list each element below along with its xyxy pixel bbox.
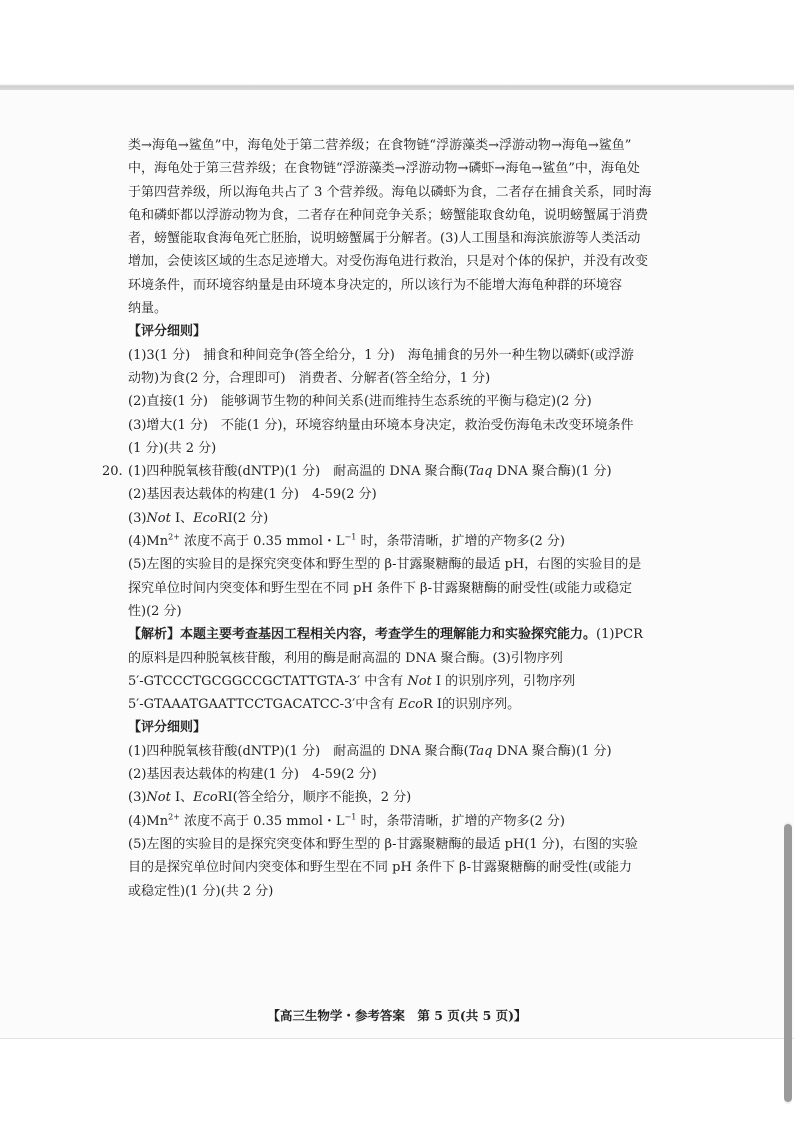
answer-content	[102, 134, 693, 903]
text-line: 龟和磷虾都以浮游动物为食，二者存在种间竞争关系；螃蟹能取食幼龟，说明螃蟹属于消费	[128, 207, 649, 223]
scoring-line: (1)3(1 分) 捕食和种间竞争(答全给分，1 分) 海龟捕食的另外一种生物以磷虾(或浮游	[128, 347, 634, 363]
scoring-line: 动物)为食(2 分，合理即可) 消费者、分解者(答全给分，1 分)	[128, 370, 491, 386]
scoring-line: (2)直接(1 分) 能够调节生物的种间关系(进而维持生态系统的平衡与稳定)(2 分)	[128, 394, 592, 410]
scoring-heading: 【评分细则】	[128, 720, 207, 736]
text-line: 类→海龟→鲨鱼”中，海龟处于第二营养级；在食物链“浮游藻类→浮游动物→海龟→鲨鱼”	[128, 138, 632, 153]
scoring-line: (2)基因表达载体的构建(1 分) 4-59(2 分)	[128, 767, 377, 783]
answer-line: 性)(2 分)	[128, 603, 182, 619]
scoring-line: (3)Not Ⅰ、EcoRⅠ(答全给分，顺序不能换，2 分)	[128, 790, 412, 806]
scoring-line: 目的是探究单位时间内突变体和野生型在不同 pH 条件下 β-甘露聚糖酶的耐受性(或能力	[128, 860, 633, 876]
analysis-line: 的原料是四种脱氧核苷酸，利用的酶是耐高温的 DNA 聚合酶。(3)引物序列	[128, 650, 563, 666]
scoring-line: (3)增大(1 分) 不能(1 分)，环境容纳量由环境本身决定，救治受伤海龟未改变环境条件	[128, 417, 634, 433]
answer-line: (5)左图的实验目的是探究突变体和野生型的 β-甘露聚糖酶的最适 pH，右图的实验目的是	[128, 557, 642, 573]
text-line: 于第四营养级，所以海龟共占了 3 个营养级。海龟以磷虾为食，二者存在捕食关系，同时海	[128, 184, 652, 200]
question-20	[102, 460, 693, 903]
scoring-line: (1 分)(共 2 分)	[128, 440, 217, 456]
analysis-line: 5′-GTCCCTGCGGCCGCTATTGTA-3′ 中含有 Not Ⅰ 的识别序列，引物序列	[128, 673, 576, 689]
analysis-line: 【解析】本题主要考查基因工程相关内容，考查学生的理解能力和实验探究能力。(1)PCR	[128, 627, 643, 643]
viewer-top-shade	[0, 0, 794, 90]
answer-line: (1)四种脱氧核苷酸(dNTP)(1 分) 耐高温的 DNA 聚合酶(Taq DNA 聚合酶)(1 分)	[128, 464, 612, 480]
answer-line: $(4)Mn^{2+}$ 浓度不高于 0.35 mmol・$L^{-1}$ 时，条带清晰，扩增的产物多(2 分)	[128, 532, 566, 550]
text-line: 者，螃蟹能取食海龟死亡胚胎，说明螃蟹属于分解者。(3)人工围垦和海滨旅游等人类活动	[128, 231, 641, 247]
page-bottom-edge	[0, 1038, 794, 1039]
document-page	[0, 90, 794, 1038]
scoring-line: (5)左图的实验目的是探究突变体和野生型的 β-甘露聚糖酶的最适 pH(1 分)，右图的实验	[128, 836, 638, 852]
scrollbar-thumb[interactable]	[784, 824, 792, 1102]
text-line: 纳量。	[128, 301, 168, 317]
question-number: 20.	[102, 464, 123, 480]
analysis-line: 5′-GTAAATGAATTCCTGACATCC-3′中含有 EcoR Ⅰ的识别序列。	[128, 697, 521, 713]
scoring-line: 或稳定性)(1 分)(共 2 分)	[128, 883, 274, 899]
page-footer: 【高三生物学・参考答案 第 5 页(共 5 页)】	[267, 1008, 527, 1023]
scoring-heading: 【评分细则】	[128, 324, 207, 340]
scoring-line: $(4)Mn^{2+}$ 浓度不高于 0.35 mmol・$L^{-1}$ 时，条带清晰，扩增的产物多(2 分)	[128, 812, 566, 829]
text-line: 增加，会使该区域的生态足迹增大。对受伤海龟进行救治，只是对个体的保护，并没有改变	[128, 254, 649, 270]
answer-line: (2)基因表达载体的构建(1 分) 4-59(2 分)	[128, 487, 377, 503]
answer-line: 探究单位时间内突变体和野生型在不同 pH 条件下 β-甘露聚糖酶的耐受性(或能力或稳定	[128, 580, 633, 596]
answer-line: (3)Not Ⅰ、EcoRⅠ(2 分)	[128, 510, 269, 526]
text-line: 环境条件，而环境容纳量是由环境本身决定的，所以该行为不能增大海龟种群的环境容	[128, 277, 623, 293]
text-line: 中，海龟处于第三营养级；在食物链“浮游藻类→浮游动物→磷虾→海龟→鲨鱼”中，海龟处	[128, 161, 640, 177]
scoring-line: (1)四种脱氧核苷酸(dNTP)(1 分) 耐高温的 DNA 聚合酶(Taq DNA 聚合酶)(1 分)	[128, 743, 612, 759]
